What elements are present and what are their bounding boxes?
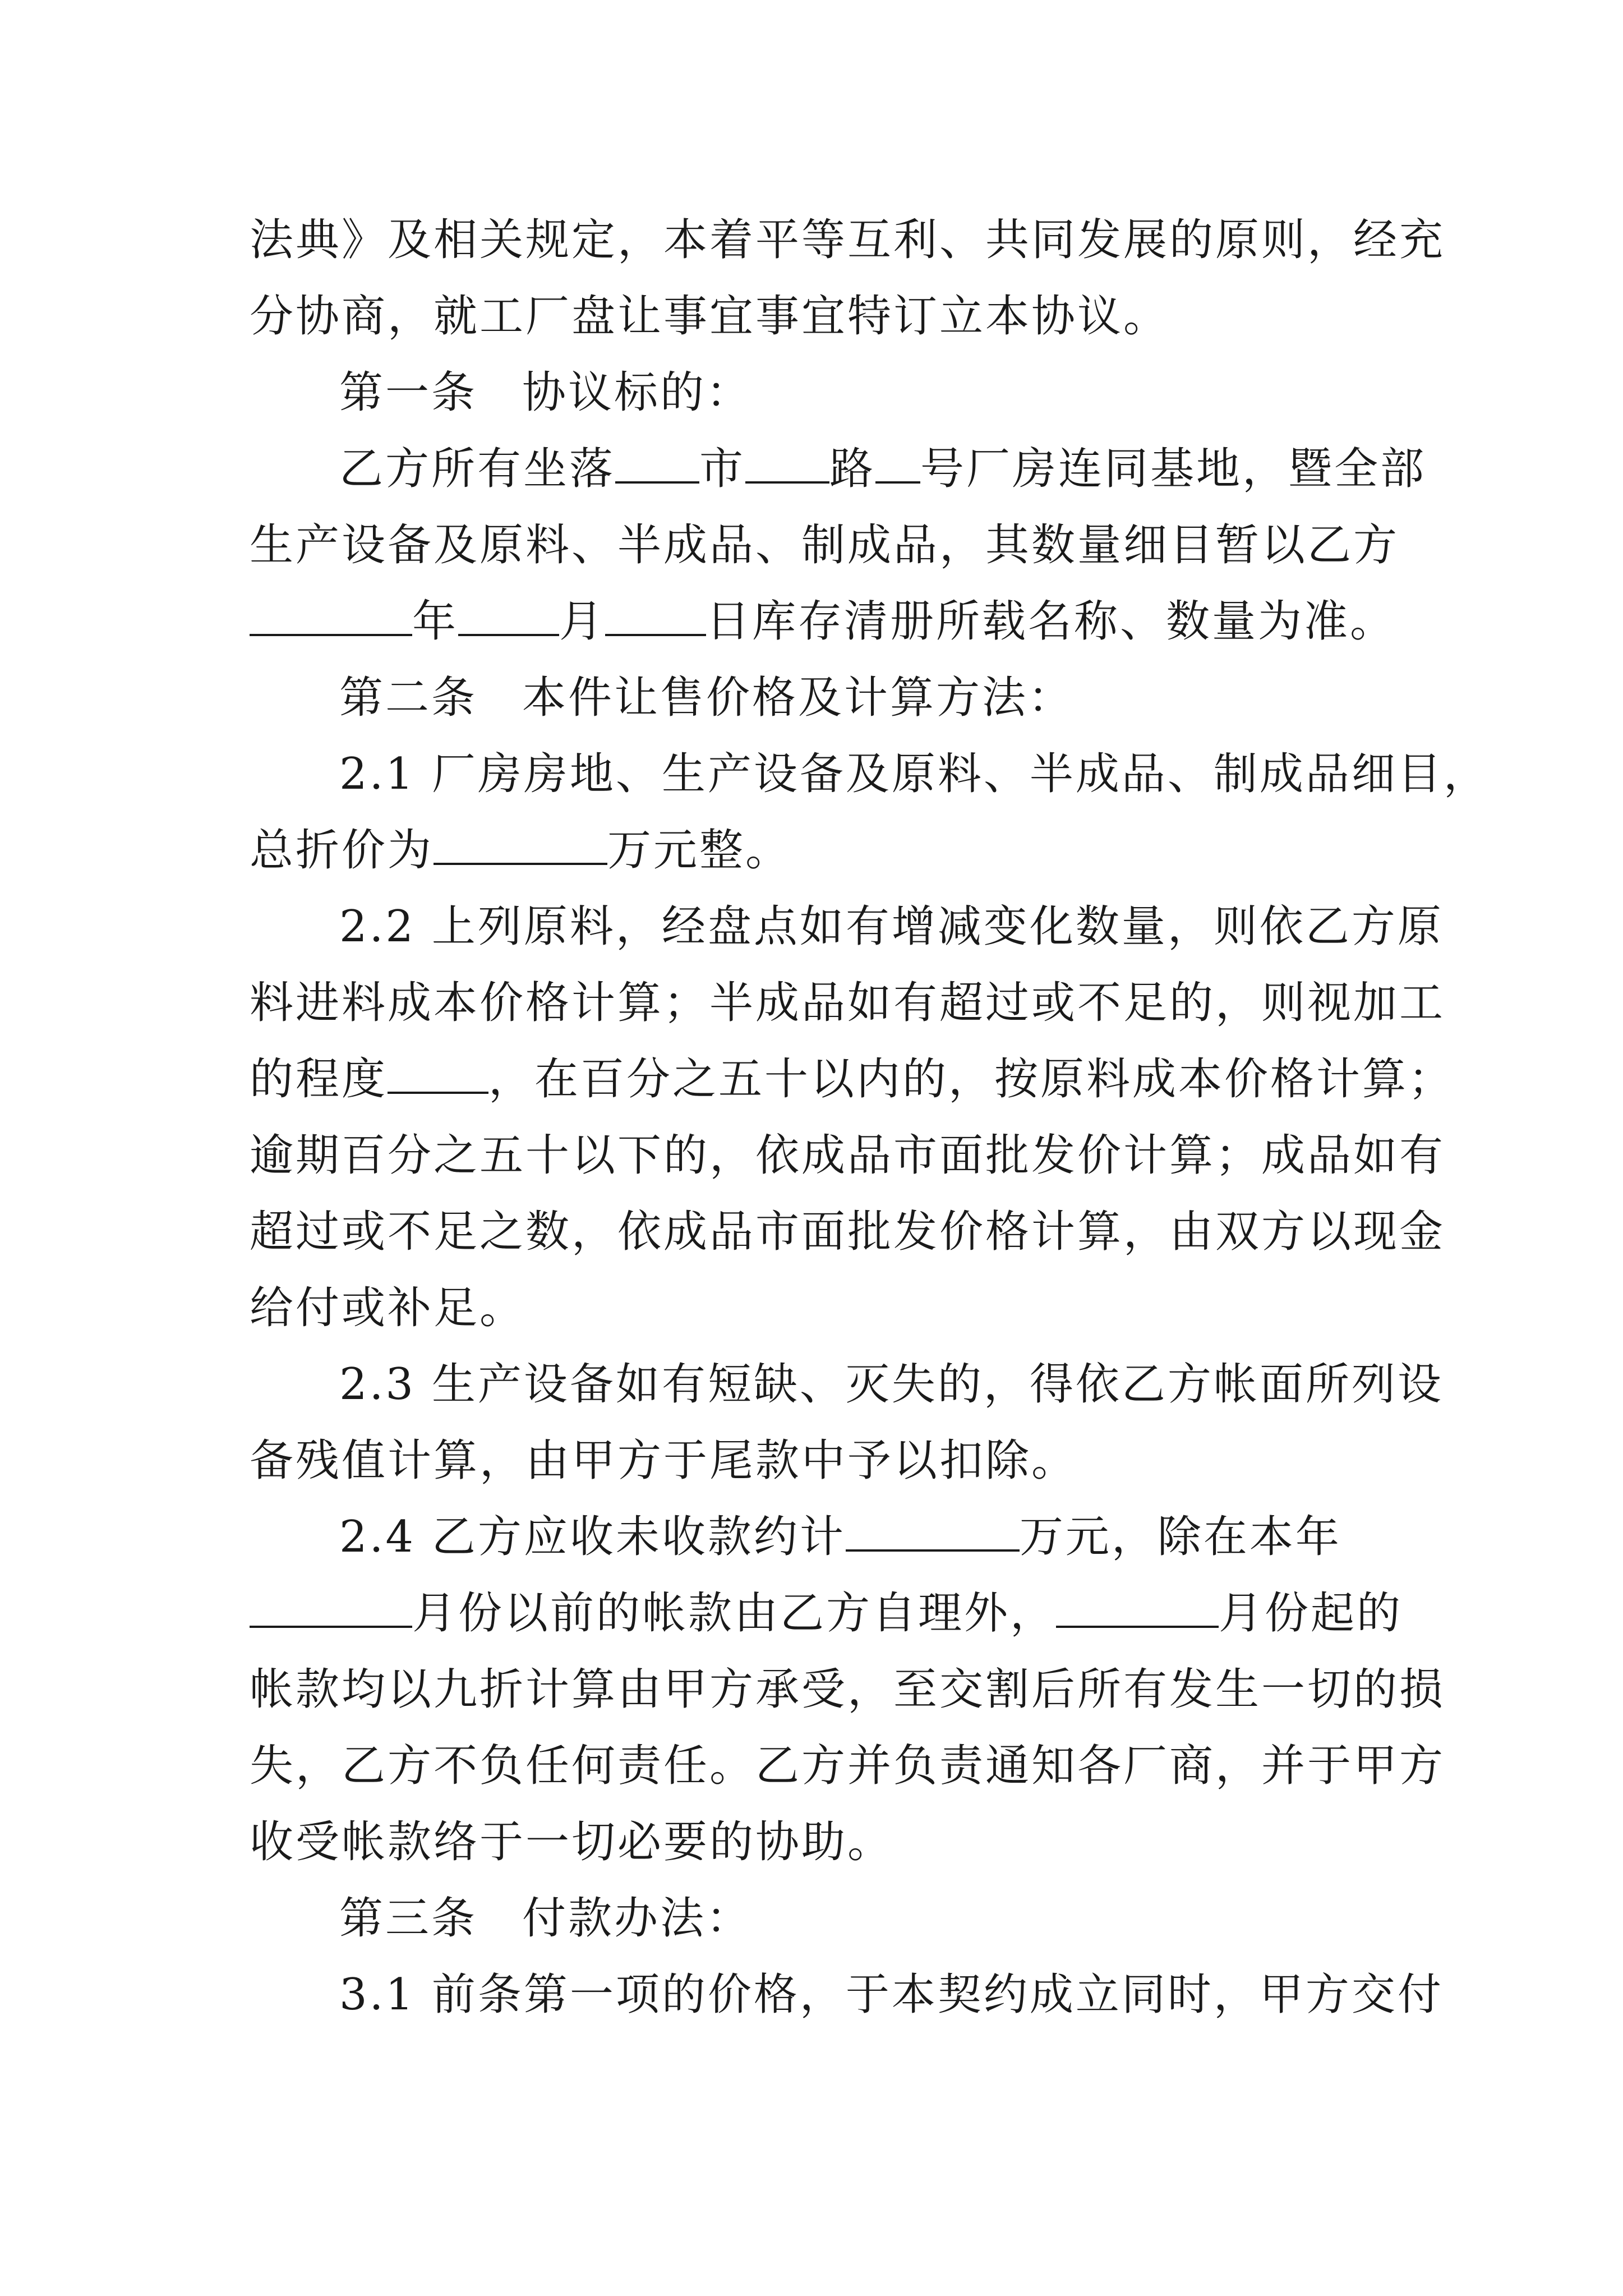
article-3-title: 付款办法：	[522, 1893, 753, 1944]
clause-2-2-line-3: 的程度 ，在百分之五十以内的，按原料成本价格计算；	[250, 1041, 1394, 1117]
clause-2-4-line-2: 月份以前的帐款由乙方自理外， 月份起的	[250, 1575, 1394, 1651]
clause-3-1-line-1: 3.1 前条第一项的价格，于本契约成立同时，甲方交付	[339, 1970, 1444, 2020]
article-2-title: 本件让售价格及计算方法：	[522, 673, 1075, 723]
article-2-heading	[250, 660, 1394, 736]
blank-field	[605, 595, 706, 636]
blank-field	[250, 595, 412, 636]
article-1-number: 第一条	[339, 367, 478, 418]
article-1-line-1: 乙方所有坐落 市 路 号厂房连同基地，暨全部	[250, 431, 1394, 507]
clause-2-1-line-2: 总折价为 万元整。	[250, 812, 1394, 889]
blank-field	[745, 442, 829, 484]
clause-2-4-line-3: 帐款均以九折计算由甲方承受，至交割后所有发生一切的损	[250, 1664, 1446, 1715]
clause-2-2-line-1: 2.2 上列原料，经盘点如有增减变化数量，则依乙方原	[339, 901, 1444, 952]
blank-field	[846, 1510, 1020, 1552]
clause-2-2-line-6: 给付或补足。	[250, 1283, 526, 1333]
clause-2-4-line-5: 收受帐款络于一切必要的协助。	[250, 1817, 894, 1867]
article-1-line-2: 生产设备及原料、半成品、制成品，其数量细目暂以乙方	[250, 520, 1400, 570]
clause-2-4-line-4: 失，乙方不负任何责任。乙方并负责通知各厂商，并于甲方	[250, 1741, 1446, 1791]
blank-field	[458, 595, 559, 636]
article-1-line-3: 年 月 日库存清册所载名称、数量为准。	[250, 583, 1394, 660]
blank-field	[615, 442, 699, 484]
article-2-number: 第二条	[339, 673, 478, 723]
article-1-title: 协议标的：	[522, 367, 753, 418]
clause-2-2-line-4: 逾期百分之五十以下的，依成品市面批发价计算；成品如有	[250, 1130, 1446, 1181]
blank-field	[875, 442, 920, 484]
article-1-heading	[250, 355, 1394, 431]
blank-field	[1056, 1586, 1219, 1628]
clause-2-4-line-1: 2.4 乙方应收未收款约计 万元，除在本年	[250, 1499, 1394, 1575]
clause-2-2-line-5: 超过或不足之数，依成品市面批发价格计算，由双方以现金	[250, 1207, 1446, 1257]
intro-line-1: 法典》及相关规定，本着平等互利、共同发展的原则，经充	[250, 215, 1446, 265]
clause-2-3-line-2: 备残值计算，由甲方于尾款中予以扣除。	[250, 1435, 1078, 1486]
blank-field	[388, 1052, 488, 1094]
blank-field	[434, 823, 607, 865]
article-3-number: 第三条	[339, 1893, 478, 1944]
blank-field	[250, 1586, 412, 1628]
article-3-heading	[250, 1880, 1394, 1957]
intro-line-2: 分协商，就工厂盘让事宜事宜特订立本协议。	[250, 291, 1170, 342]
clause-2-2-line-2: 料进料成本价格计算；半成品如有超过或不足的，则视加工	[250, 978, 1446, 1028]
contract-page	[250, 202, 1490, 2033]
clause-2-3-line-1: 2.3 生产设备如有短缺、灭失的，得依乙方帐面所列设	[339, 1359, 1444, 1410]
clause-2-1-line-1: 2.1 厂房房地、生产设备及原料、半成品、制成品细目，	[339, 749, 1490, 799]
